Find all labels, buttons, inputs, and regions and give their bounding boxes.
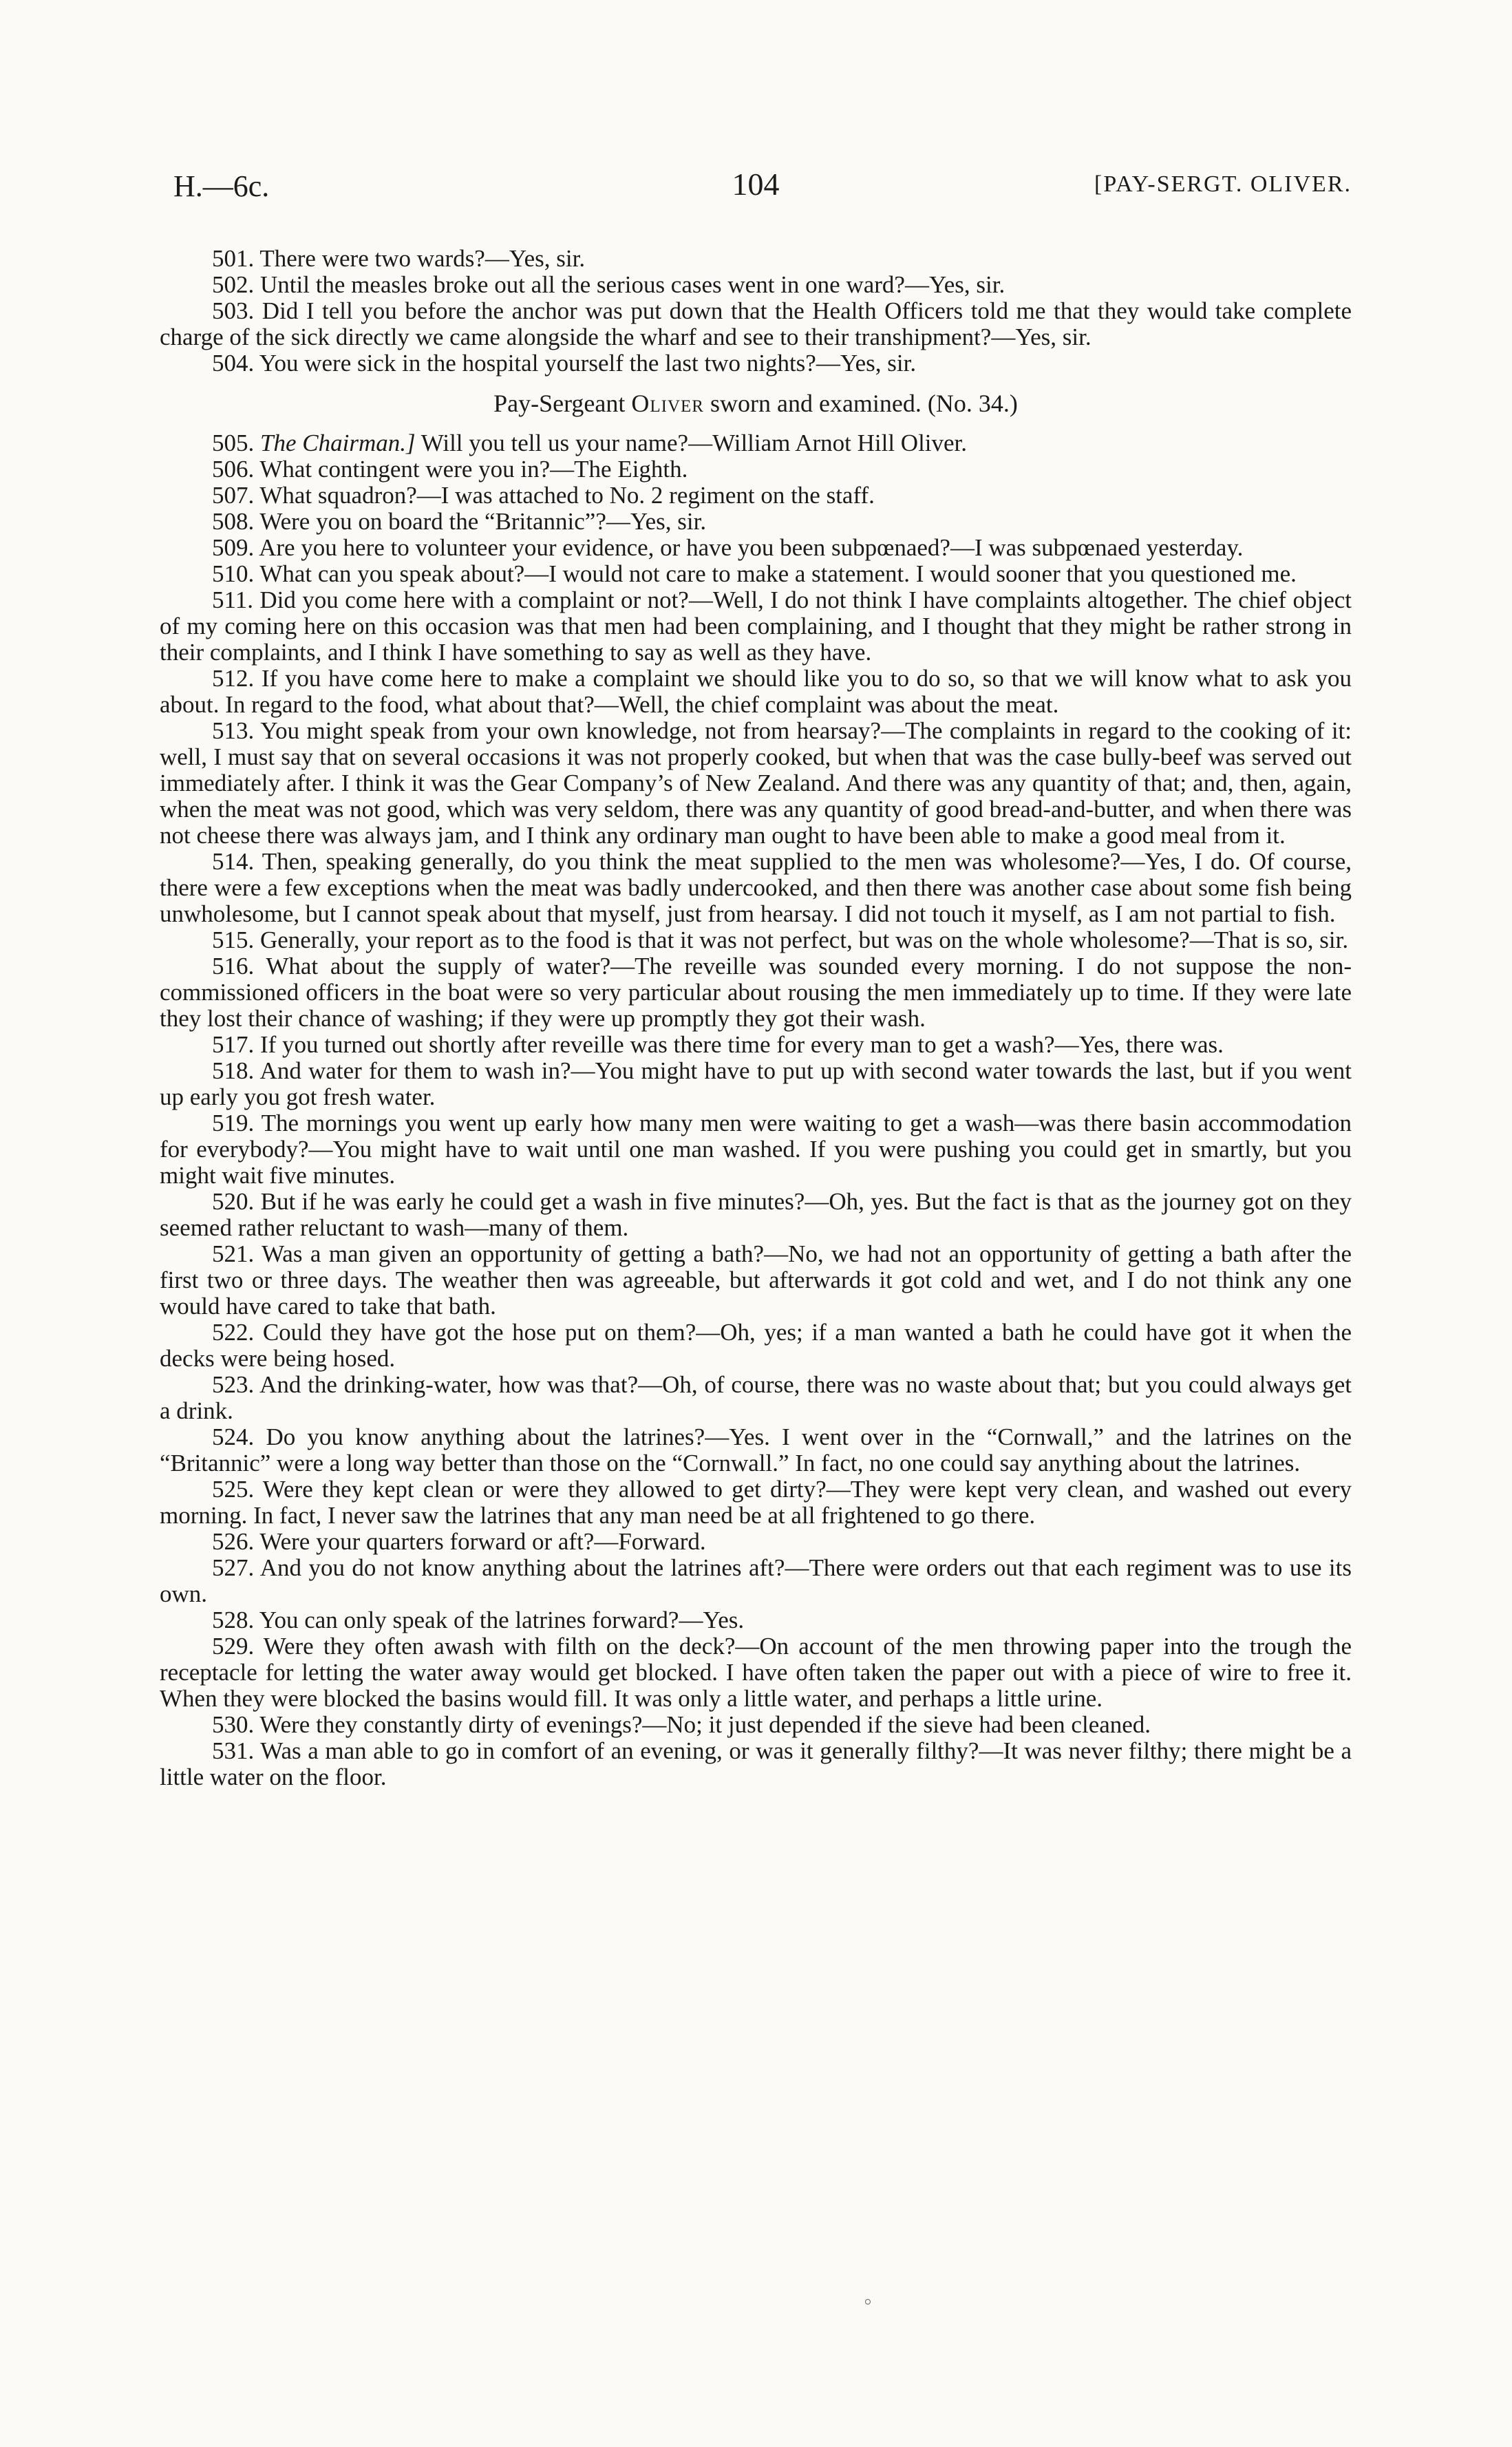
paragraph: 509. Are you here to volunteer your evidence, or have you been subpœnaed?—I was subpœnaed yesterday. bbox=[212, 534, 1244, 561]
running-head: [PAY-SERGT. OLIVER. bbox=[1094, 171, 1352, 197]
paragraph: 527. And you do not know anything about the latrines aft?—There were orders out that each regiment was to use its own. bbox=[160, 1554, 1352, 1607]
paragraph: 507. What squadron?—I was attached to No. 2 regiment on the staff. bbox=[212, 482, 875, 509]
paragraph: 514. Then, speaking generally, do you think the meat supplied to the men was wholesome?—Yes, I do. Of course, there were a few exceptions when the meat was badly undercooked, and then there was another case about some fish being unwholesome, but I cannot speak about that myself, just from hearsay. I did not touch it myself, as I am not partial to fish. bbox=[160, 848, 1352, 927]
document-reference: H.—6c. bbox=[173, 169, 270, 203]
paragraph: 508. Were you on board the “Britannic”?—Yes, sir. bbox=[212, 508, 707, 535]
paragraph: 524. Do you know anything about the latrines?—Yes. I went over in the “Cornwall,” and the latrines on the “Britannic” were a long way better than those on the “Cornwall.” In fact, no one could say anything about the latrines. bbox=[160, 1423, 1352, 1476]
document-page bbox=[160, 155, 1352, 1790]
paragraph: 518. And water for them to wash in?—You might have to put up with second water towards the last, but if you went up early you got fresh water. bbox=[160, 1057, 1352, 1110]
paragraph: 523. And the drinking-water, how was that?—Oh, of course, there was no waste about that; but you could always get a drink. bbox=[160, 1371, 1352, 1424]
paragraph: 529. Were they often awash with filth on the deck?—On account of the men throwing paper into the trough the receptacle for letting the water away would get blocked. I have often taken the paper out with a piece of wire to free it. When they were blocked the basins would fill. It was only a little water, and perhaps a little urine. bbox=[160, 1633, 1352, 1712]
paragraph: 517. If you turned out shortly after reveille was there time for every man to get a wash?—Yes, there was. bbox=[212, 1031, 1224, 1058]
paragraph: 520. But if he was early he could get a wash in five minutes?—Oh, yes. But the fact is that as the journey got on they seemed rather reluctant to wash—many of them. bbox=[160, 1188, 1352, 1241]
document-body bbox=[160, 246, 1352, 1790]
paragraph: 525. Were they kept clean or were they allowed to get dirty?—They were kept very clean, and washed out every morning. In fact, I never saw the latrines that any man need be at all frightened to go there. bbox=[160, 1476, 1352, 1529]
paragraph: 521. Was a man given an opportunity of getting a bath?—No, we had not an opportunity of getting a bath after the first two or three days. The weather then was agreeable, but afterwards it got cold and wet, and I do not think any one would have cared to take that bath. bbox=[160, 1240, 1352, 1320]
paragraph: 516. What about the supply of water?—The reveille was sounded every morning. I do not suppose the non-commissioned officers in the boat were so very particular about rousing the men immediately up to time. If they were late they lost their chance of washing; if they were up promptly they got their wash. bbox=[160, 953, 1352, 1032]
paragraph: 531. Was a man able to go in comfort of an evening, or was it generally filthy?—It was never filthy; there might be a little water on the floor. bbox=[160, 1737, 1352, 1790]
witness-name: Oliver bbox=[631, 390, 704, 417]
paragraph: 502. Until the measles broke out all the serious cases went in one ward?—Yes, sir. bbox=[212, 271, 1005, 298]
print-speck bbox=[865, 2299, 871, 2305]
page-number: 104 bbox=[732, 167, 780, 202]
paragraph: 510. What can you speak about?—I would not care to make a statement. I would sooner that you questioned me. bbox=[212, 560, 1297, 587]
paragraph: 501. There were two wards?—Yes, sir. bbox=[212, 245, 586, 272]
paragraph bbox=[160, 430, 1352, 456]
paragraph: 519. The mornings you went up early how many men were waiting to get a wash—was there basin accommodation for everybody?—You might have to wait until one man washed. If you were pushing you could get in smartly, but you might wait five minutes. bbox=[160, 1110, 1352, 1189]
paragraph: 504. You were sick in the hospital yourself the last two nights?—Yes, sir. bbox=[212, 350, 917, 377]
paragraph: 512. If you have come here to make a complaint we should like you to do so, so that we will know what to ask you about. In regard to the food, what about that?—Well, the chief complaint was about the meat. bbox=[160, 665, 1352, 718]
paragraph: 511. Did you come here with a complaint or not?—Well, I do not think I have complaints altogether. The chief object of my coming here on this occasion was that men had been complaining, and I thought that they might be rather strong in their complaints, and I think I have something to say as well as they have. bbox=[160, 586, 1352, 666]
paragraph: 526. Were your quarters forward or aft?—Forward. bbox=[212, 1528, 706, 1555]
paragraph: 515. Generally, your report as to the food is that it was not perfect, but was on the whole wholesome?—That is so, sir. bbox=[212, 926, 1349, 953]
witness-heading bbox=[160, 390, 1352, 416]
question-text: Will you tell us your name?—William Arnot Hill Oliver. bbox=[420, 430, 968, 456]
speaker-label: The Chairman.] bbox=[260, 430, 416, 456]
page-header bbox=[160, 155, 1352, 203]
paragraph: 513. You might speak from your own knowledge, not from hearsay?—The complaints in regard to the cooking of it: well, I must say that on several occasions it was not properly cooked, but when that was the case bully-beef was served out immediately after. I think it was the Gear Company’s of New Zealand. And there was any quantity of that; and, then, again, when the meat was not good, which was very seldom, there was any quantity of good bread-and-butter, and when there was not cheese there was always jam, and I think any ordinary man ought to have been able to make a good meal from it. bbox=[160, 717, 1352, 849]
paragraph: 506. What contingent were you in?—The Eighth. bbox=[212, 456, 688, 483]
paragraph: 530. Were they constantly dirty of evenings?—No; it just depended if the sieve had been cleaned. bbox=[212, 1711, 1151, 1738]
paragraph: 528. You can only speak of the latrines forward?—Yes. bbox=[212, 1607, 745, 1633]
witness-rank: Pay-Sergeant bbox=[493, 390, 626, 417]
witness-heading-suffix: sworn and examined. (No. 34.) bbox=[710, 390, 1018, 417]
paragraph: 522. Could they have got the hose put on them?—Oh, yes; if a man wanted a bath he could have got it when the decks were being hosed. bbox=[160, 1319, 1352, 1372]
paragraph: 503. Did I tell you before the anchor was put down that the Health Officers told me that they would take complete charge of the sick directly we came alongside the wharf and see to their transhipment?—Yes, sir. bbox=[160, 297, 1352, 350]
question-number: 505. bbox=[212, 430, 255, 456]
